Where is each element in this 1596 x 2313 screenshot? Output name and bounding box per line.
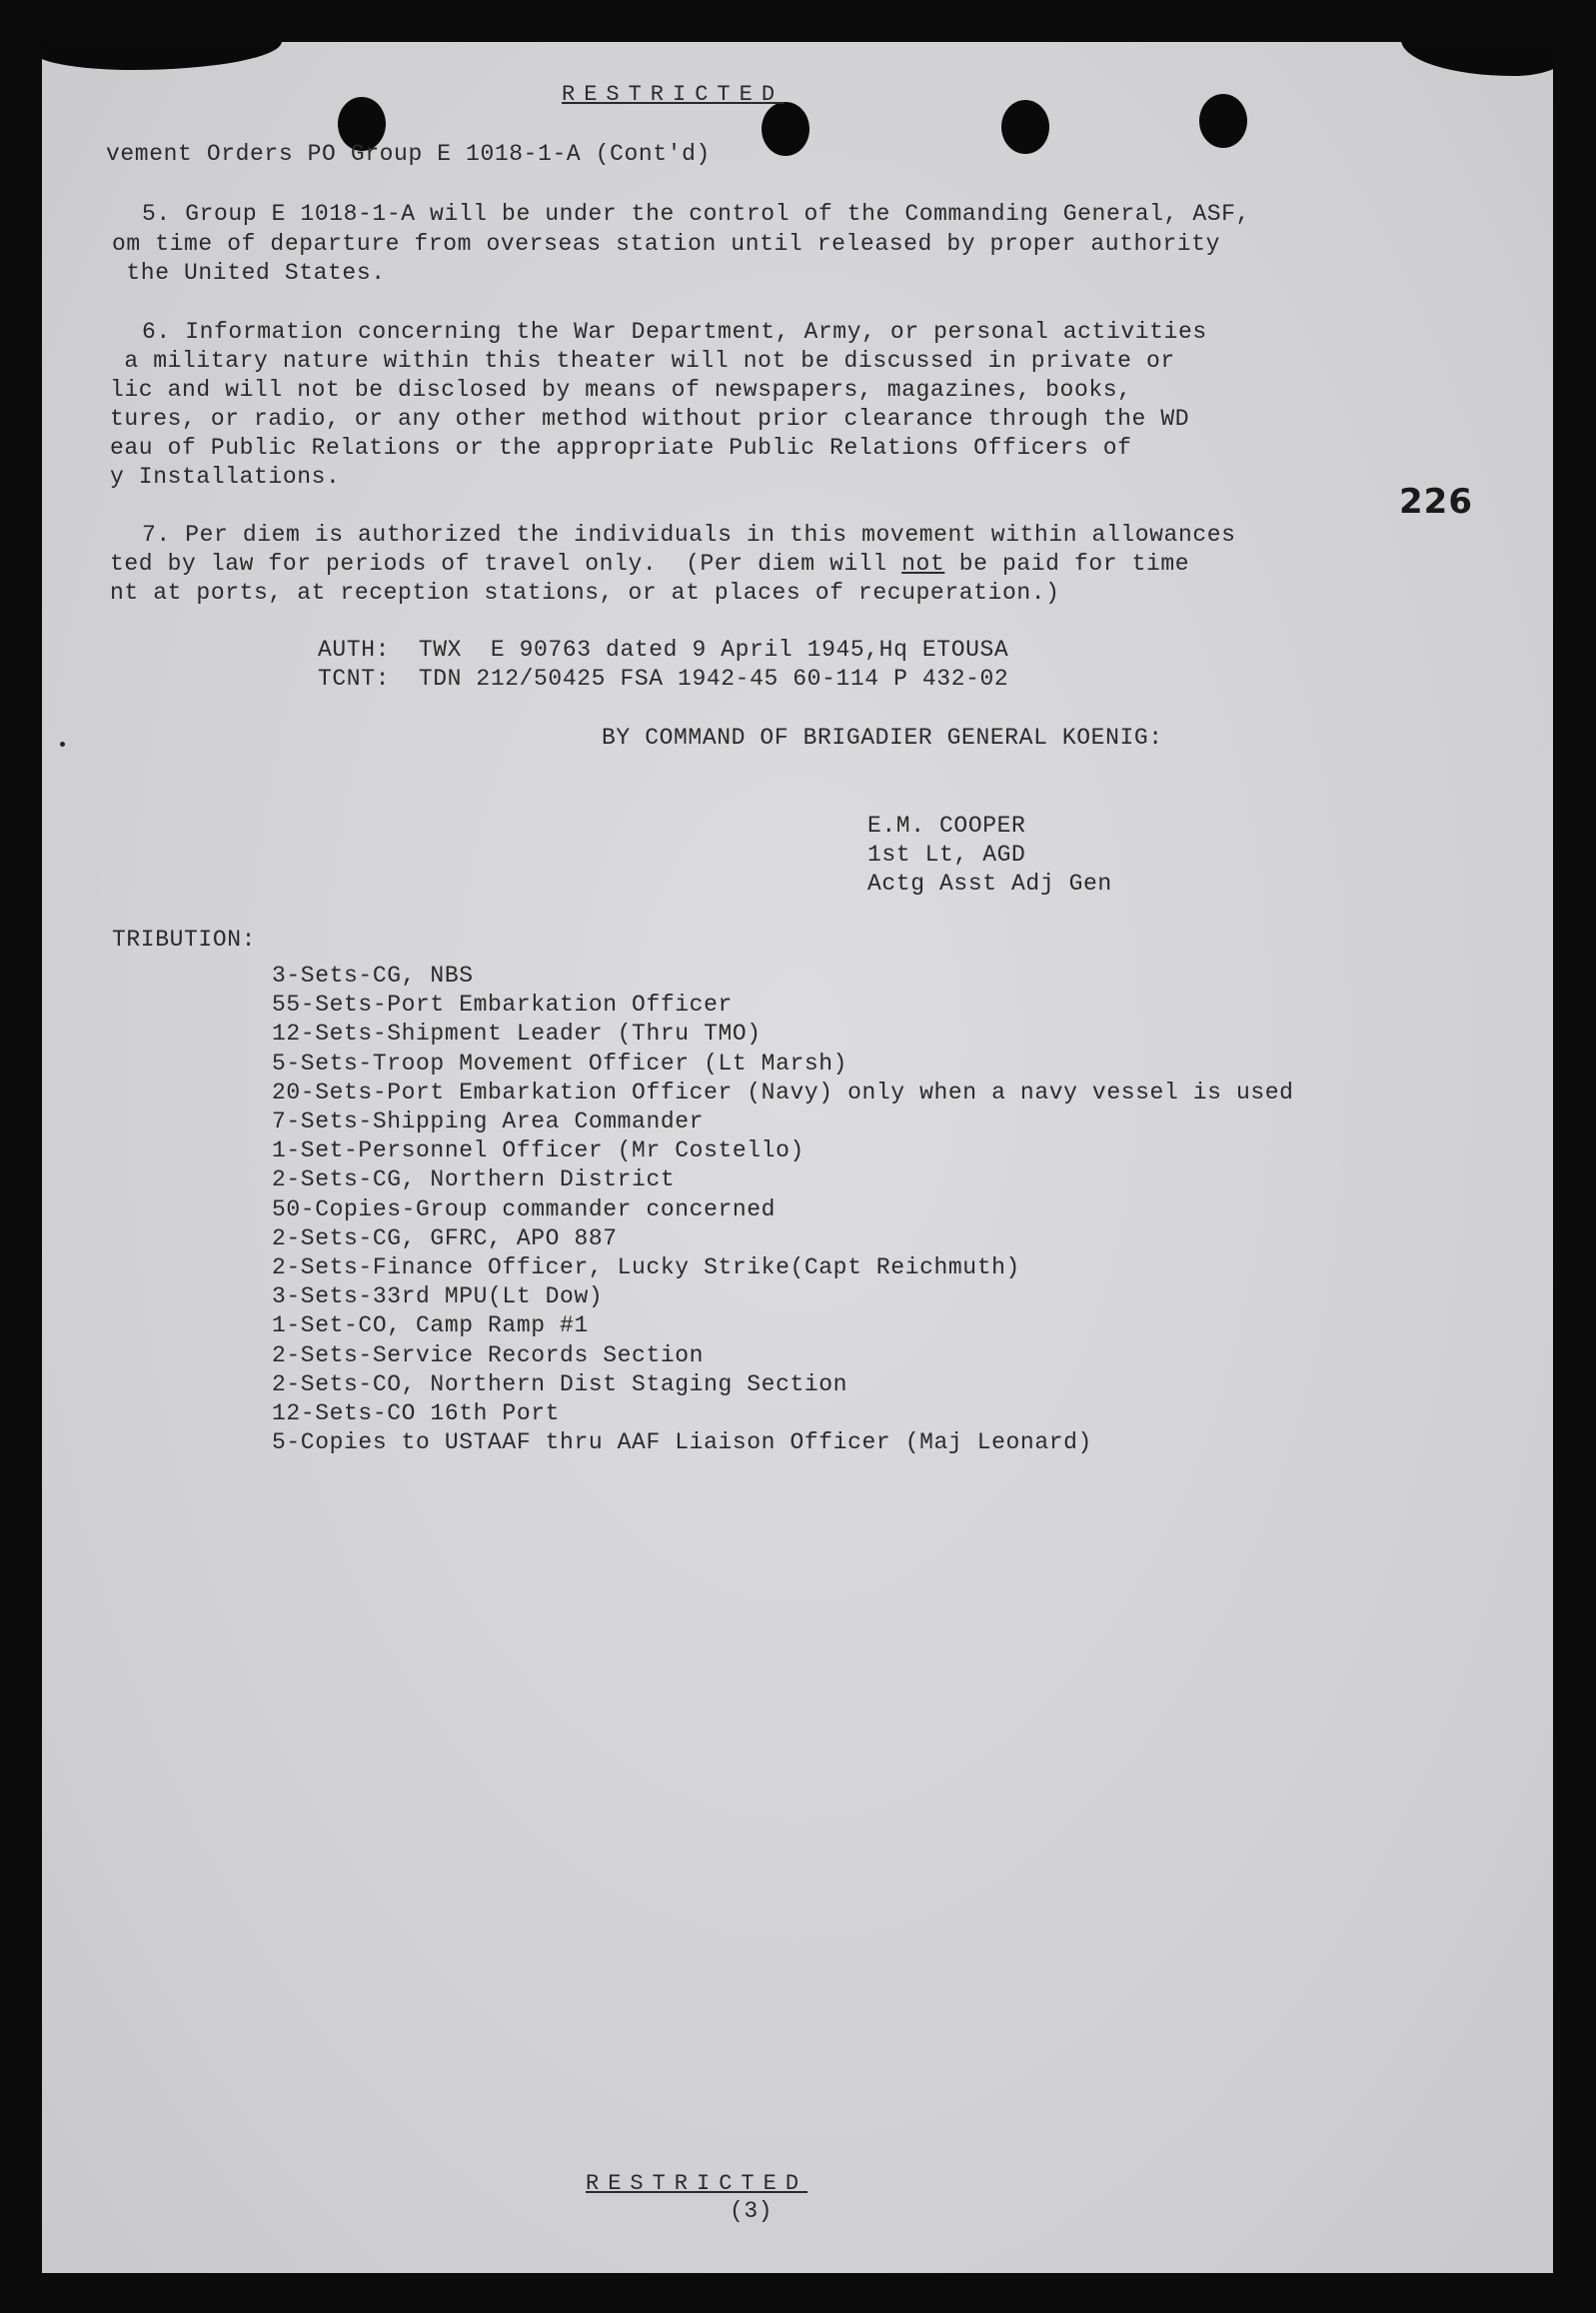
auth-line: AUTH: TWX E 90763 dated 9 April 1945,Hq ETOUSA [318, 637, 1009, 663]
distribution-item: 2-Sets-CG, GFRC, APO 887 [272, 1224, 618, 1251]
distribution-item: 5-Sets-Troop Movement Officer (Lt Marsh) [272, 1050, 848, 1077]
paragraph-7-line-3: nt at ports, at reception stations, or at places of recuperation.) [110, 580, 1060, 606]
paragraph-6-line-1: 6. Information concerning the War Department, Army, or personal activities [142, 319, 1207, 345]
distribution-list [272, 962, 1294, 1457]
paragraph-6-line-5: eau of Public Relations or the appropriate Public Relations Officers of [110, 435, 1132, 461]
paragraph-7-underlined-word: not [901, 551, 945, 577]
torn-edge-left [42, 42, 282, 70]
header-title-line: vement Orders PO Group E 1018-1-A (Cont'd) [106, 141, 711, 167]
distribution-item: 7-Sets-Shipping Area Commander [272, 1109, 705, 1136]
distribution-item: 12-Sets-Shipment Leader (Thru TMO) [272, 1021, 762, 1048]
paragraph-5-line-2: om time of departure from overseas station until released by proper authority [112, 231, 1220, 257]
punch-hole-3 [1001, 100, 1049, 154]
signer-name: E.M. COOPER [867, 813, 1026, 839]
by-command-line: BY COMMAND OF BRIGADIER GENERAL KOENIG: [602, 725, 1163, 751]
distribution-item: 50-Copies-Group commander concerned [272, 1195, 777, 1222]
distribution-item: 5-Copies to USTAAF thru AAF Liaison Officer (Maj Leonard) [272, 1429, 1092, 1456]
distribution-item: 1-Set-CO, Camp Ramp #1 [272, 1312, 589, 1339]
paragraph-6-line-4: tures, or radio, or any other method without prior clearance through the WD [110, 406, 1190, 432]
distribution-item: 2-Sets-CO, Northern Dist Staging Section [272, 1370, 848, 1397]
paragraph-6-line-2: a military nature within this theater will not be discussed in private or [110, 348, 1175, 374]
distribution-item: 20-Sets-Port Embarkation Officer (Navy) only when a navy vessel is used [272, 1079, 1294, 1106]
page-stamp-number: 226 [1399, 482, 1473, 522]
paragraph-7-line-1: 7. Per diem is authorized the individuals in this movement within allowances [142, 522, 1236, 548]
distribution-label: TRIBUTION: [112, 927, 257, 953]
paragraph-7-line-2-pre: ted by law for periods of travel only. (Per diem will [110, 551, 902, 577]
footer-classification: RESTRICTED [586, 2171, 808, 2196]
paragraph-7-line-2-post: be paid for time [944, 551, 1190, 577]
distribution-item: 3-Sets-CG, NBS [272, 963, 474, 989]
distribution-item: 55-Sets-Port Embarkation Officer [272, 992, 733, 1019]
punch-hole-4 [1199, 94, 1247, 148]
signer-title: Actg Asst Adj Gen [867, 871, 1112, 897]
distribution-item: 2-Sets-Finance Officer, Lucky Strike(Capt Reichmuth) [272, 1254, 1020, 1281]
document-page [42, 42, 1553, 2273]
paragraph-6-line-6: y Installations. [110, 464, 341, 490]
header-classification: RESTRICTED [562, 82, 785, 107]
distribution-item: 2-Sets-CG, Northern District [272, 1166, 676, 1193]
paragraph-7-line-2 [110, 550, 1189, 579]
distribution-item: 2-Sets-Service Records Section [272, 1341, 705, 1368]
distribution-item: 3-Sets-33rd MPU(Lt Dow) [272, 1283, 604, 1310]
paragraph-6-line-3: lic and will not be disclosed by means of newspapers, magazines, books, [110, 377, 1132, 403]
distribution-item: 1-Set-Personnel Officer (Mr Costello) [272, 1138, 804, 1164]
punch-hole-2 [762, 102, 809, 156]
paragraph-5-line-3: the United States. [112, 260, 386, 286]
torn-edge-right [1401, 42, 1553, 76]
footer-page-number: (3) [730, 2198, 774, 2224]
signer-rank: 1st Lt, AGD [867, 842, 1026, 868]
margin-dot [60, 742, 65, 747]
paragraph-5-line-1: 5. Group E 1018-1-A will be under the control of the Commanding General, ASF, [142, 201, 1250, 227]
distribution-item: 12-Sets-CO 16th Port [272, 1400, 561, 1427]
tcnt-line: TCNT: TDN 212/50425 FSA 1942-45 60-114 P 432-02 [318, 666, 1009, 692]
